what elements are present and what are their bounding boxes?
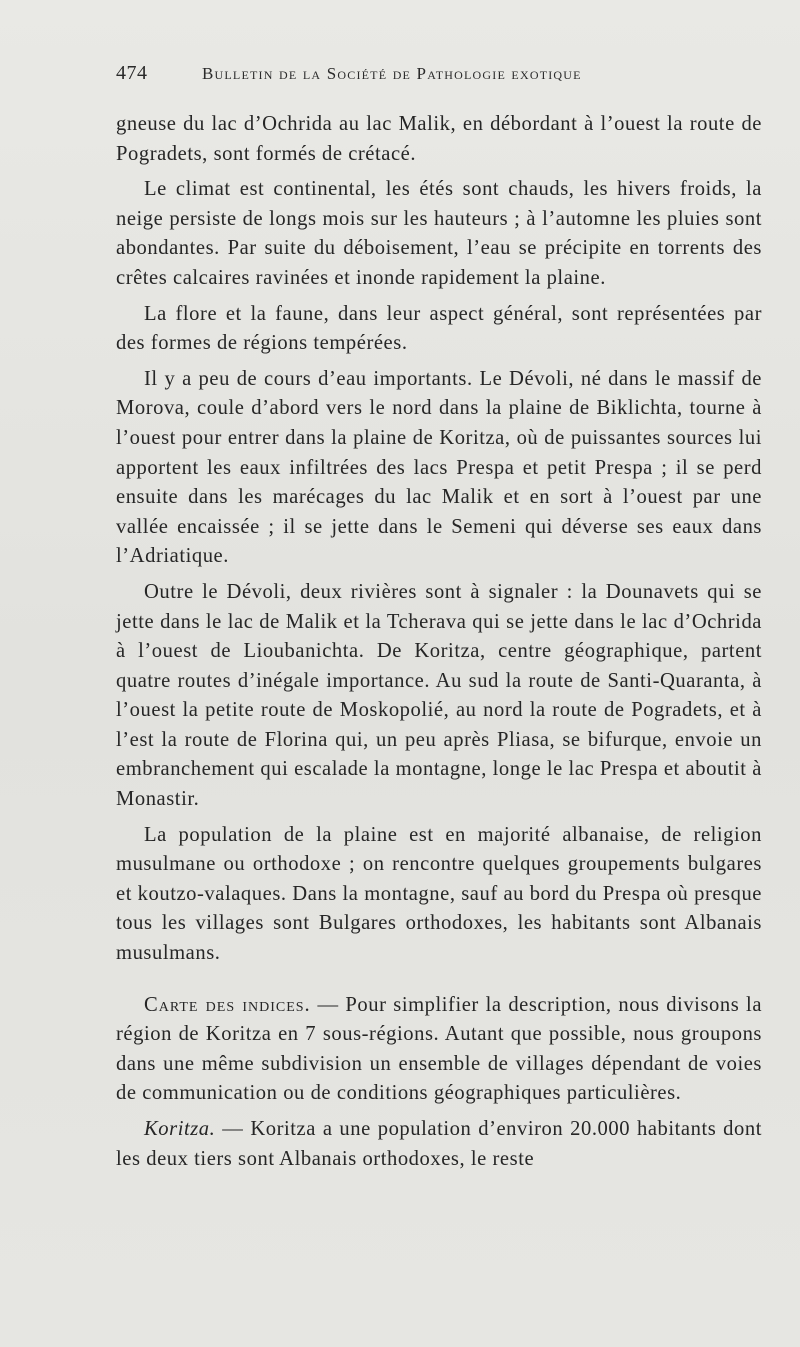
paragraph-rivers: Il y a peu de cours d’eau importants. Le Dévoli, né dans le massif de Morova, coule d’abord vers le nord dans la plaine de Biklichta, tourne à l’ouest pour entrer dans la plaine de Koritza, où de puissantes sources lui apportent les eaux infiltrées des lacs Prespa et petit Prespa ; il se perd ensuite dans les marécages du lac Malik et en sort à l’ouest par une vallée encaissée ; il se jette dans le Semeni qui déverse ses eaux dans l’Adriatique.: [116, 367, 762, 568]
paragraph-carte-des-indices-text: — Pour simplifier la description, nous divisons la région de Koritza en 7 sous-régions. Autant que possible, nous groupons dans une même subdivision un ensemble de villages dépendant de voies de communication ou de conditions géographiques particulières.: [116, 993, 763, 1105]
page-number: 474: [116, 62, 148, 84]
paragraph-climate: Le climat est continental, les étés sont chauds, les hivers froids, la neige persiste de longs mois sur les hauteurs ; à l’automne les pluies sont abondantes. Par suite du déboisement, l’eau se précipite en torrents des crêtes calcaires ravinées et inonde rapidement la plaine.: [116, 178, 762, 289]
paragraph-flora-fauna: La flore et la faune, dans leur aspect général, sont représentées par des formes de régions tempérées.: [116, 302, 762, 355]
section-heading-koritza: Koritza.: [144, 1118, 216, 1140]
paragraph-roads: Outre le Dévoli, deux rivières sont à signaler : la Dounavets qui se jette dans le lac de Malik et la Tcherava qui se jette dans le lac d’Ochrida à l’ouest de Lioubanichta. De Koritza, centre géographique, partent quatre routes d’inégale importance. Au sud la route de Santi-Quaranta, à l’ouest la petite route de Moskopolié, au nord la route de Pogradets, et à l’est la route de Florina qui, un peu après Pliasa, se bifurque, envoie un embranchement qui escalade la montagne, longe le lac Prespa et aboutit à Monastir.: [116, 580, 762, 811]
paragraph-geology-continuation: gneuse du lac d’Ochrida au lac Malik, en débordant à l’ouest la route de Pogradets, sont formés de crétacé.: [116, 113, 762, 165]
paragraph-carte-des-indices: [116, 991, 762, 1109]
running-title: Bulletin de la Société de Pathologie exotique: [202, 64, 582, 83]
body-text: [116, 110, 762, 1180]
page-header: [116, 62, 676, 96]
paragraph-population: La population de la plaine est en majorité albanaise, de religion musulmane ou orthodoxe ; on rencontre quelques groupements bulgares et koutzo-valaques. Dans la montagne, sauf au bord du Prespa où presque tous les villages sont Bulgares orthodoxes, les habitants sont Albanais musulmans.: [116, 823, 762, 965]
paragraph-koritza-text: — Koritza a une population d’environ 20.000 habitants dont les deux tiers sont Albanais orthodoxes, le reste: [116, 1118, 762, 1170]
section-heading-carte-des-indices: Carte des indices.: [144, 993, 311, 1016]
paragraph-koritza: [116, 1115, 762, 1174]
